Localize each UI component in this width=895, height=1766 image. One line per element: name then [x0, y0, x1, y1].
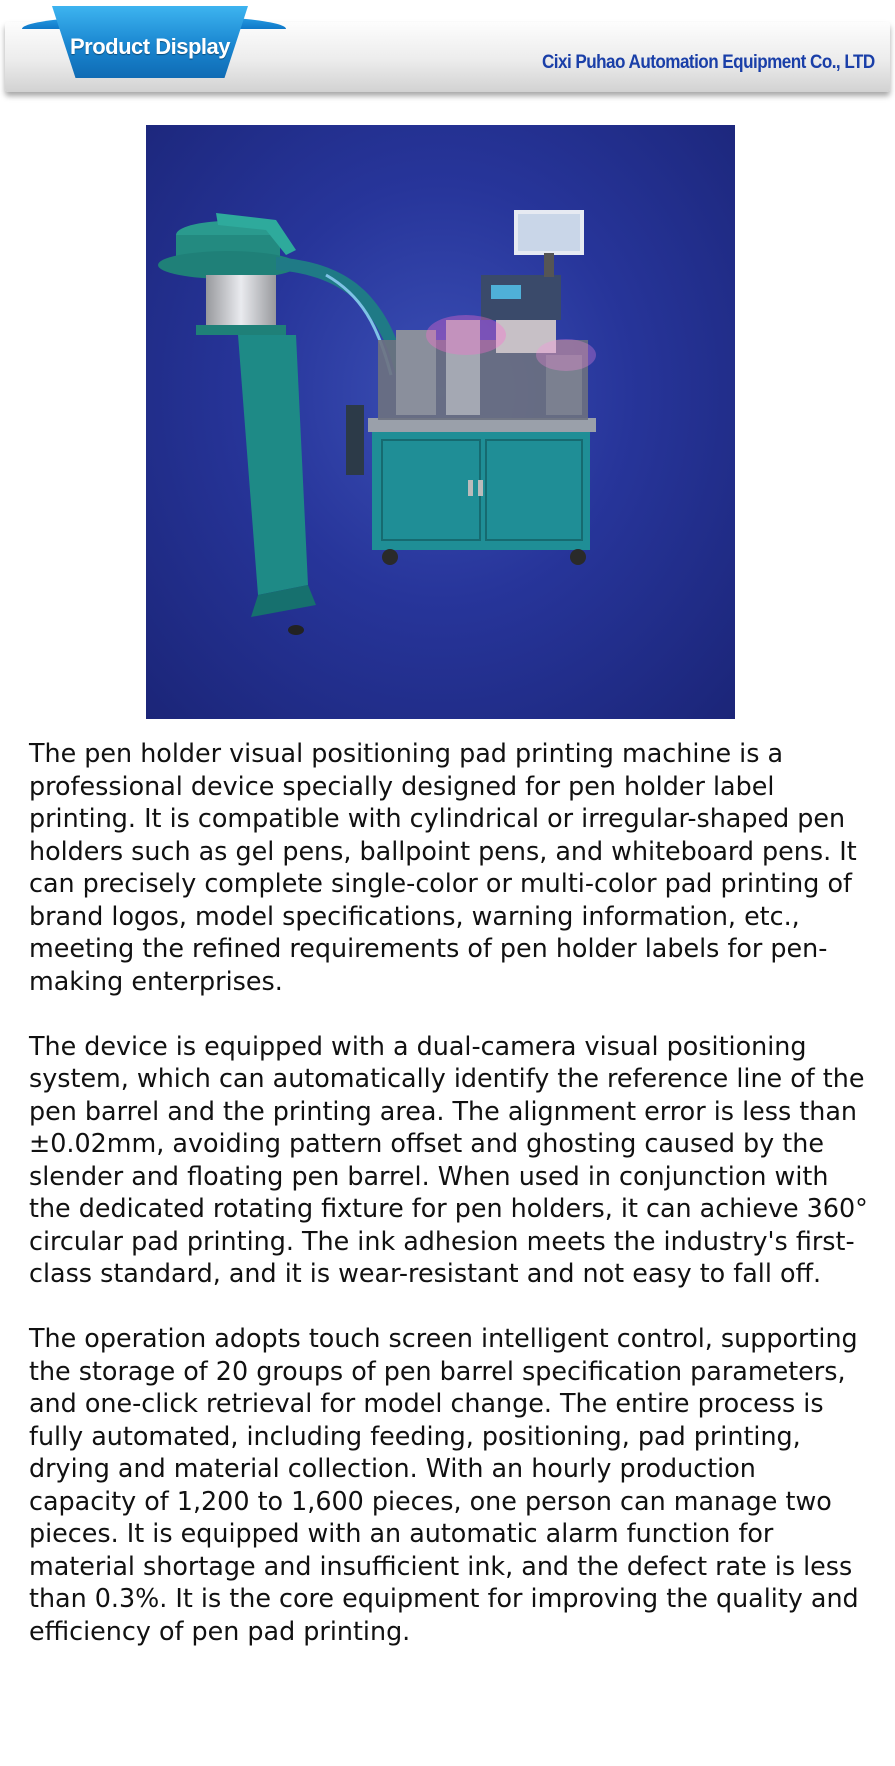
product-description [29, 737, 869, 1680]
description-paragraph-3: The operation adopts touch screen intelligent control, supporting the storage of 20 groups of pen barrel specification parameters, and one-click retrieval for model change. The entire process is fully automated, including feeding, positioning, pad printing, drying and material collection. With an hourly production capacity of 1,200 to 1,600 pieces, one person can manage two pieces. It is equipped with an automatic alarm function for material shortage and insufficient ink, and the defect rate is less than 0.3%. It is the core equipment for improving the quality and efficiency of pen pad printing. [29, 1323, 859, 1646]
description-paragraph-2: The device is equipped with a dual-camera visual positioning system, which can automatically identify the reference line of the pen barrel and the printing area. The alignment error is less than ±0.02mm, avoiding pattern offset and ghosting caused by the slender and floating pen barrel. When used in conjunction with the dedicated rotating fixture for pen holders, it can achieve 360° circular pad printing. The ink adhesion meets the industry's first-class standard, and it is wear-resistant and not easy to fall off. [29, 1030, 868, 1288]
description-paragraph-1: The pen holder visual positioning pad printing machine is a professional device specially designed for pen holder label printing. It is compatible with cylindrical or irregular-shaped pen holders such as gel pens, ballpoint pens, and whiteboard pens. It can precisely complete single-color or multi-color pad printing of brand logos, model specifications, warning information, etc., meeting the refined requirements of pen holder labels for pen-making enterprises. [29, 738, 857, 996]
machine-body-graphic [346, 210, 596, 565]
section-tab-title: Product Display [70, 34, 230, 59]
company-name: Cixi Puhao Automation Equipment Co., LTD [542, 52, 875, 73]
bowl-feeder-graphic [158, 213, 316, 635]
pad-printing-machine-illustration [146, 125, 735, 719]
product-photo [146, 125, 735, 719]
